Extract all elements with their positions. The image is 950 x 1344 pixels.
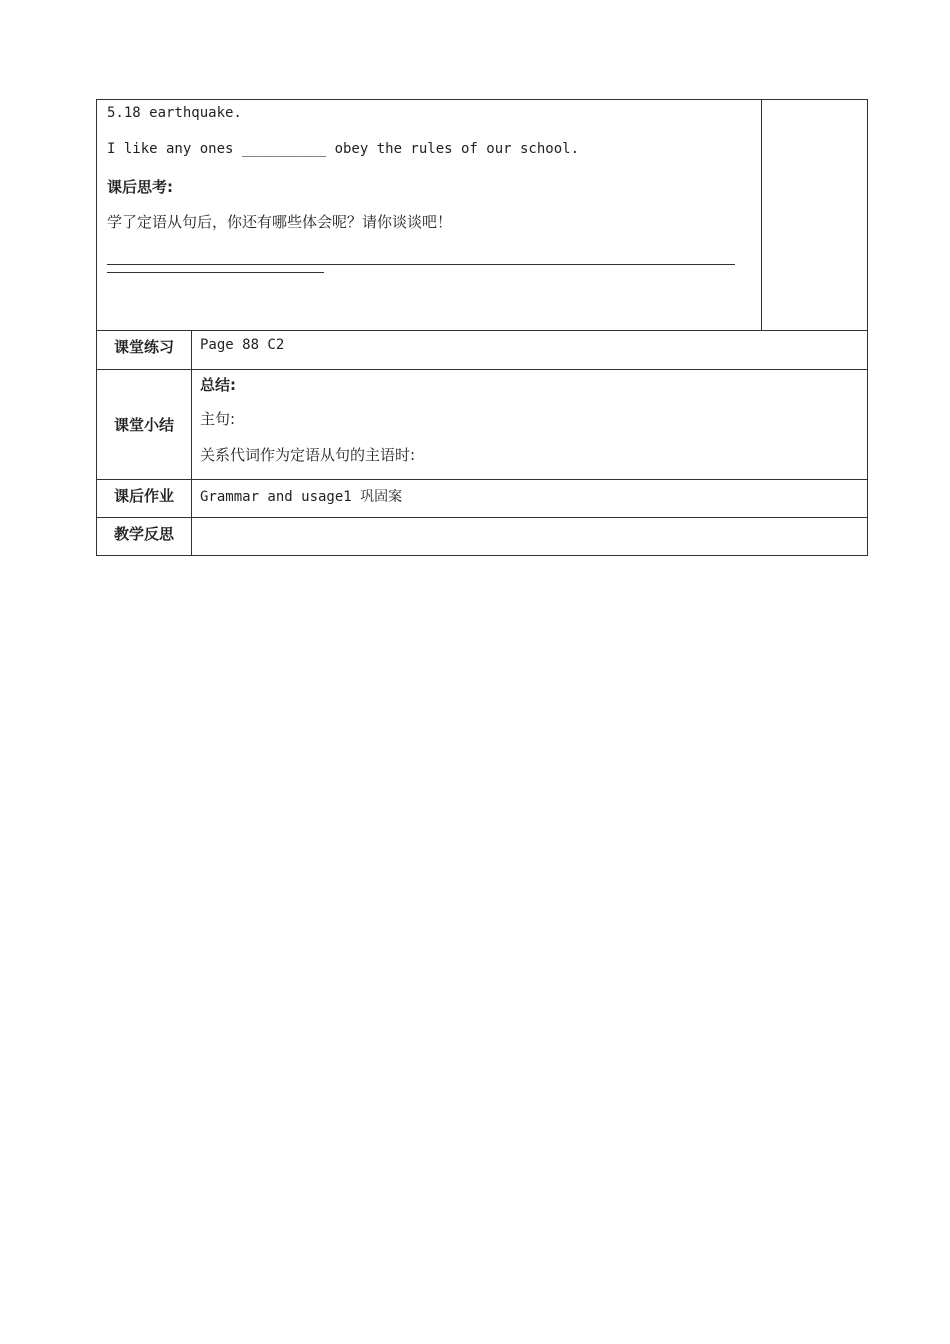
reflection-heading: 课后思考:	[107, 178, 173, 196]
text-line-earthquake: 5.18 earthquake.	[107, 105, 242, 121]
practice-row	[97, 331, 868, 370]
text-line-fill-blank: I like any ones __________ obey the rules of our school.	[107, 141, 580, 157]
summary-label: 课堂小结	[97, 370, 192, 480]
top-section-cell	[97, 100, 762, 331]
top-section-side-cell	[762, 100, 868, 331]
top-section-row	[97, 100, 868, 331]
teaching-reflection-content	[192, 518, 868, 556]
summary-main-clause: 主句:	[200, 410, 236, 428]
reflection-row	[97, 518, 868, 556]
teaching-reflection-label: 教学反思	[97, 518, 192, 556]
summary-relative-pronoun: 关系代词作为定语从句的主语时:	[200, 446, 416, 464]
homework-content: Grammar and usage1 巩固案	[192, 480, 868, 518]
practice-label: 课堂练习	[97, 331, 192, 370]
summary-content	[192, 370, 868, 480]
summary-heading: 总结:	[200, 376, 236, 394]
practice-content: Page 88 C2	[192, 331, 868, 370]
lesson-plan-table	[96, 99, 868, 556]
summary-row	[97, 370, 868, 480]
answer-line-2	[107, 272, 324, 273]
answer-line-1	[107, 264, 735, 265]
homework-row	[97, 480, 868, 518]
homework-label: 课后作业	[97, 480, 192, 518]
reflection-prompt: 学了定语从句后，你还有哪些体会呢？请你谈谈吧！	[107, 213, 453, 231]
